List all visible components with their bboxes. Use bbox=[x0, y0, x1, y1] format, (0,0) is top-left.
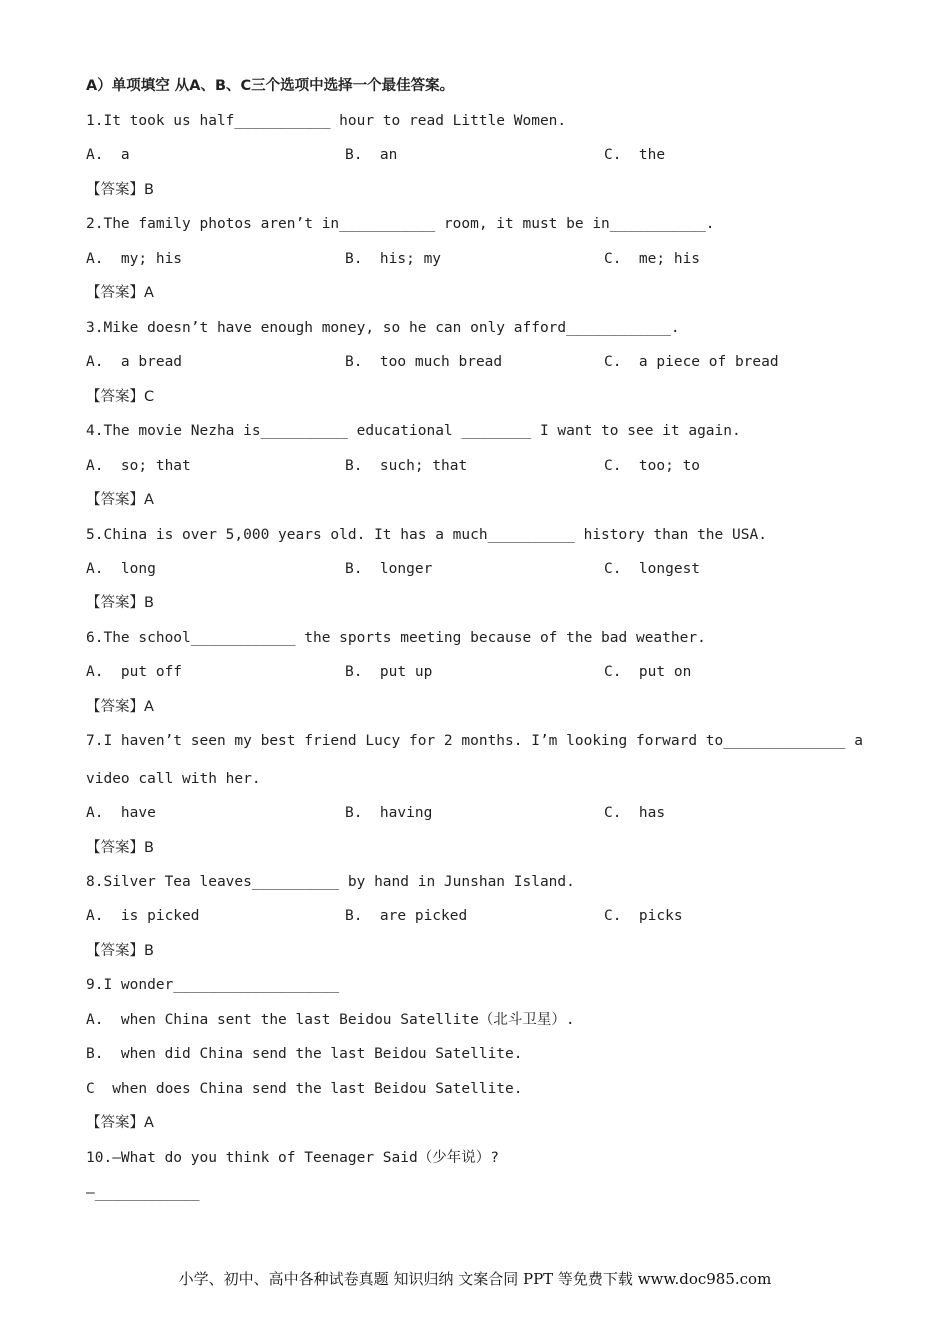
option-c: C when does China send the last Beidou Satellite. bbox=[86, 1081, 523, 1097]
option-a: A. have bbox=[86, 805, 156, 821]
option-a: A. put off bbox=[86, 664, 183, 680]
option-c: C. put on bbox=[604, 664, 692, 680]
answer: 【答案】C bbox=[86, 389, 155, 405]
option-a: A. so; that bbox=[86, 458, 191, 474]
option-c: C. longest bbox=[604, 561, 701, 577]
option-b: B. put up bbox=[345, 664, 433, 680]
answer: 【答案】A bbox=[86, 492, 154, 508]
option-a: A. a bbox=[86, 147, 130, 163]
option-b: B. having bbox=[345, 805, 433, 821]
option-a: A. my; his bbox=[86, 251, 183, 267]
answer: 【答案】A bbox=[86, 699, 154, 715]
option-a: A. is picked bbox=[86, 908, 200, 924]
option-b: B. an bbox=[345, 147, 398, 163]
answer: 【答案】B bbox=[86, 840, 154, 856]
question-stem: 1.It took us half___________ hour to read Little Women. bbox=[86, 113, 567, 129]
option-b: B. when did China send the last Beidou Satellite. bbox=[86, 1046, 523, 1062]
option-c: C. too; to bbox=[604, 458, 701, 474]
question-stem-continued: video call with her. bbox=[86, 771, 261, 787]
question-stem: 2.The family photos aren’t in___________ room, it must be in___________. bbox=[86, 216, 715, 232]
question-stem: 4.The movie Nezha is__________ educational ________ I want to see it again. bbox=[86, 423, 741, 439]
option-b: B. his; my bbox=[345, 251, 442, 267]
option-c: C. the bbox=[604, 147, 666, 163]
option-b: B. such; that bbox=[345, 458, 468, 474]
answer: 【答案】B bbox=[86, 595, 154, 611]
option-c: C. a piece of bread bbox=[604, 354, 779, 370]
option-c: C. picks bbox=[604, 908, 683, 924]
question-stem-continued: —____________ bbox=[86, 1185, 200, 1201]
answer: 【答案】B bbox=[86, 182, 154, 198]
question-stem: 5.China is over 5,000 years old. It has a much__________ history than the USA. bbox=[86, 527, 767, 543]
option-a: A. a bread bbox=[86, 354, 183, 370]
answer: 【答案】A bbox=[86, 1115, 154, 1131]
option-b: B. longer bbox=[345, 561, 433, 577]
question-stem: 8.Silver Tea leaves__________ by hand in Junshan Island. bbox=[86, 874, 575, 890]
option-b: B. are picked bbox=[345, 908, 468, 924]
section-heading: A）单项填空 从A、B、C三个选项中选择一个最佳答案。 bbox=[86, 78, 455, 94]
answer: 【答案】B bbox=[86, 943, 154, 959]
option-a: A. when China sent the last Beidou Satellite（北斗卫星）. bbox=[86, 1012, 575, 1028]
question-stem: 10.—What do you think of Teenager Said（少年说）? bbox=[86, 1150, 499, 1166]
question-stem: 7.I haven’t seen my best friend Lucy for 2 months. I’m looking forward to______________ a bbox=[86, 733, 863, 749]
option-c: C. has bbox=[604, 805, 666, 821]
question-stem: 6.The school____________ the sports meeting because of the bad weather. bbox=[86, 630, 706, 646]
option-a: A. long bbox=[86, 561, 156, 577]
question-stem: 9.I wonder___________________ bbox=[86, 977, 340, 993]
question-stem: 3.Mike doesn’t have enough money, so he can only afford____________. bbox=[86, 320, 680, 336]
answer: 【答案】A bbox=[86, 285, 154, 301]
option-b: B. too much bread bbox=[345, 354, 503, 370]
page-footer: 小学、初中、高中各种试卷真题 知识归纳 文案合同 PPT 等免费下载 www.doc985.com bbox=[178, 1270, 772, 1288]
option-c: C. me; his bbox=[604, 251, 701, 267]
